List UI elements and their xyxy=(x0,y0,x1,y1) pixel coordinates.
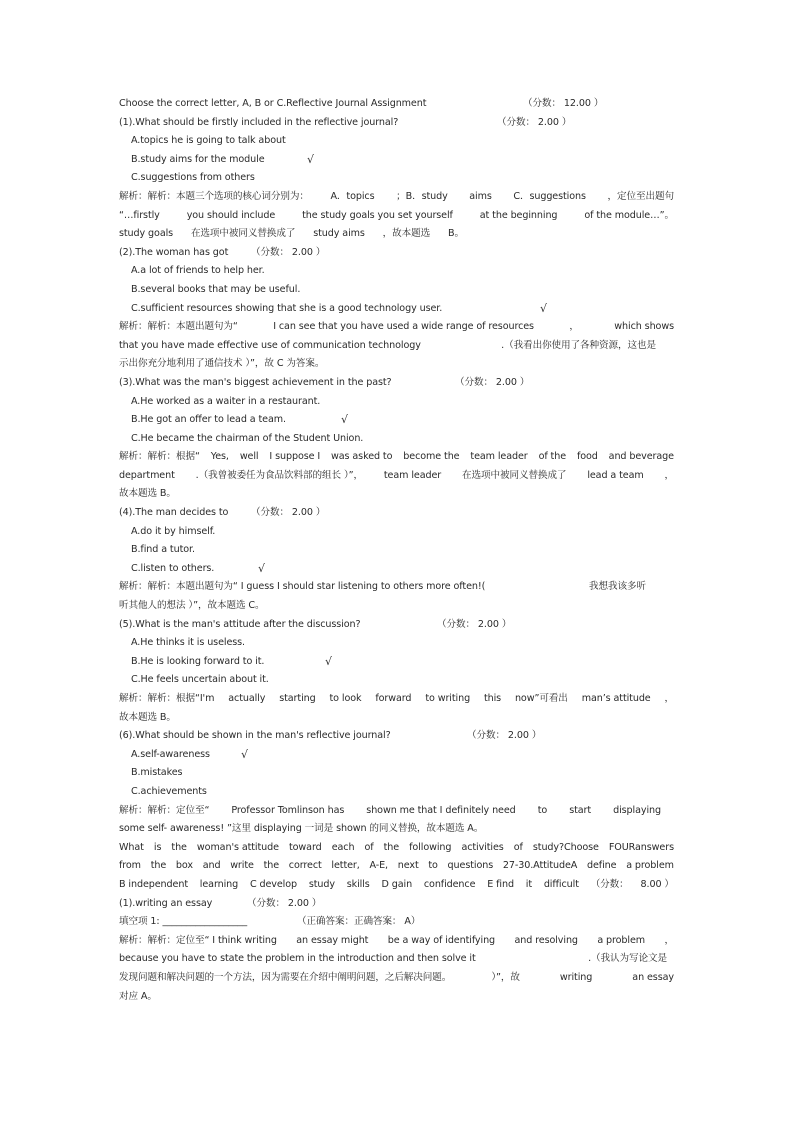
analysis-line: 故本题选 B。 xyxy=(119,711,176,723)
option-b: B.He got an offer to lead a team. √ xyxy=(119,411,674,430)
text-segment: you should include xyxy=(186,209,276,221)
analysis-line: 对应 A。 xyxy=(119,990,157,1002)
analysis-line: some self- awareness! ”这里 displaying 一词是 shown 的同义替换，故本题选 A。 xyxy=(119,823,484,835)
analysis-line xyxy=(119,950,667,969)
text-segment: letter, xyxy=(331,860,360,872)
option-c: C.listen to others. √ xyxy=(119,560,674,579)
text-segment: a problem xyxy=(597,934,646,946)
section-header-text: Choose the correct letter, A, B or C.Reflective Journal Assignment xyxy=(119,98,427,109)
text-segment: the xyxy=(263,860,280,872)
text-segment: now”可看出 xyxy=(514,693,568,704)
option-a: A.He thinks it is useless. xyxy=(131,637,245,649)
text-segment: A．topics xyxy=(330,190,375,202)
section-2-intro-line xyxy=(119,857,674,876)
option-c: C.sufficient resources showing that she is a good technology user. √ xyxy=(119,300,674,319)
text-segment: questions xyxy=(447,860,494,872)
analysis-line: 示出你充分地利用了通信技术 ）”，故 C 为答案。 xyxy=(119,358,325,370)
text-segment: from xyxy=(119,860,141,872)
text-segment: skills xyxy=(346,878,370,890)
analysis-line xyxy=(119,225,464,244)
text-segment: 在选项中被同义替换成了 xyxy=(190,228,296,240)
text-segment: B independent xyxy=(119,878,188,890)
option-b: B.study aims for the module √ xyxy=(119,151,674,170)
option-c: C.suggestions from others xyxy=(131,172,255,184)
analysis-line xyxy=(119,207,674,226)
text-segment: shown me that I definitely need xyxy=(366,804,516,816)
check-icon: √ xyxy=(241,747,248,761)
text-segment: ， xyxy=(664,934,674,946)
text-segment: A-E, xyxy=(369,860,388,872)
text-segment: .（我看出你使用了各种资源，这也是 xyxy=(501,339,656,351)
text-segment: actually xyxy=(228,693,266,704)
text-segment: ， xyxy=(569,321,579,333)
text-segment: I suppose I xyxy=(269,451,321,463)
text-segment: 解析：解析：定位至“ xyxy=(119,804,210,816)
question-6-score: （分数： 2.00 ） xyxy=(467,730,542,742)
option-a: A.topics he is going to talk about xyxy=(131,135,286,147)
question-stem xyxy=(119,374,674,393)
text-segment: is xyxy=(153,841,162,853)
question-stem xyxy=(119,114,674,133)
question-stem xyxy=(119,616,674,635)
text-segment: woman's attitude xyxy=(196,841,279,853)
text-segment: 解析：解析：本题出题句为“ I guess I should star listening to others more often!( xyxy=(119,581,486,593)
fill-in-row xyxy=(119,913,674,932)
analysis-line xyxy=(119,690,674,709)
check-icon: √ xyxy=(341,413,348,427)
text-segment: write xyxy=(230,860,254,872)
text-segment: 我想我该多听 xyxy=(589,581,646,593)
analysis-line xyxy=(119,802,661,821)
text-segment: ， xyxy=(664,469,674,481)
question-4-score: （分数： 2.00 ） xyxy=(251,507,326,519)
text-segment: the xyxy=(383,841,400,853)
text-segment: 发现问题和解决问题的一个方法，因为需要在介绍中阐明问题，之后解决问题。 xyxy=(119,971,452,983)
check-icon: √ xyxy=(540,301,547,315)
option-a: A.He worked as a waiter in a restaurant. xyxy=(131,395,321,407)
text-segment: learning xyxy=(199,878,239,890)
text-segment: an essay might xyxy=(296,934,369,946)
text-segment: at the beginning xyxy=(479,209,558,221)
correct-answer: （正确答案：正确答案： A） xyxy=(297,916,421,928)
option-a: A.do it by himself. xyxy=(131,525,216,537)
check-icon: √ xyxy=(258,561,265,575)
text-segment: department xyxy=(119,469,175,481)
text-segment: was asked to xyxy=(331,451,393,463)
option-b: B.several books that may be useful. xyxy=(131,283,301,295)
question-3-score: （分数： 2.00 ） xyxy=(455,376,530,388)
text-segment: activities xyxy=(461,841,504,853)
question-4-stem: (4).The man decides to xyxy=(119,507,229,519)
text-segment: forward xyxy=(375,693,412,704)
analysis-line xyxy=(119,448,674,467)
option-c: C.achievements xyxy=(131,785,207,797)
analysis-line xyxy=(119,578,646,597)
answer-blank[interactable]: __________________ xyxy=(162,916,248,928)
text-segment: What xyxy=(119,841,144,853)
text-segment: study xyxy=(308,878,335,890)
text-segment: 解析：解析：根据“I'm xyxy=(119,693,215,704)
check-icon: √ xyxy=(307,152,314,166)
text-segment: of the module…”。 xyxy=(584,209,674,221)
text-segment: lead a team xyxy=(587,469,644,481)
section-2-intro-line xyxy=(119,876,674,895)
text-segment: to xyxy=(428,860,438,872)
text-segment: 27-30.AttitudeA xyxy=(502,860,578,872)
option-c: C.He became the chairman of the Student Union. xyxy=(131,432,364,444)
text-segment: C develop xyxy=(249,878,297,890)
text-segment: .（我曾被委任为食品饮料部的组长 ）”， xyxy=(195,469,364,481)
question-stem xyxy=(119,244,674,263)
text-segment: ）”，故 xyxy=(491,971,520,983)
text-segment: to xyxy=(537,804,548,816)
text-segment: aims xyxy=(469,190,492,202)
analysis-line xyxy=(119,318,674,337)
option-a: A.self-awareness √ xyxy=(119,746,674,765)
text-segment: 在选项中被同义替换成了 xyxy=(462,469,567,481)
question-content xyxy=(119,95,674,1006)
text-segment: start xyxy=(569,804,592,816)
text-segment: food xyxy=(576,451,598,463)
analysis-line xyxy=(119,932,674,951)
analysis-line xyxy=(119,467,674,486)
question-2-score: （分数： 2.00 ） xyxy=(251,246,326,258)
text-segment: each xyxy=(331,841,355,853)
text-segment: define xyxy=(587,860,617,872)
option-a: A.a lot of friends to help her. xyxy=(131,265,265,277)
question-5-stem: (5).What is the man's attitude after the discussion? xyxy=(119,618,361,630)
text-segment: it xyxy=(525,878,532,890)
text-segment: 解析：解析：本题三个选项的核心词分别为： xyxy=(119,190,309,202)
text-segment: .（我认为写论文是 xyxy=(588,953,667,965)
text-segment: difficult xyxy=(543,878,579,890)
text-segment: be a way of identifying xyxy=(387,934,496,946)
text-segment: ，故本题选 xyxy=(382,228,431,240)
question-5-score: （分数： 2.00 ） xyxy=(437,618,512,630)
text-segment: well xyxy=(239,451,259,463)
text-segment: （分数： xyxy=(590,878,629,890)
text-segment: to look xyxy=(329,693,362,704)
question-stem xyxy=(119,504,674,523)
text-segment: FOURanswers xyxy=(608,841,674,853)
question-1-stem: (1).What should be firstly included in the reflective journal? xyxy=(119,116,399,128)
text-segment: team leader xyxy=(470,451,528,463)
text-segment: “…firstly xyxy=(119,209,160,221)
text-segment: toward xyxy=(289,841,322,853)
text-segment: become the xyxy=(403,451,460,463)
text-segment: of the xyxy=(538,451,567,463)
text-segment: man’s attitude xyxy=(581,693,651,704)
text-segment: team leader xyxy=(383,469,442,481)
text-segment: D gain xyxy=(381,878,413,890)
option-c: C.He feels uncertain about it. xyxy=(131,674,269,686)
text-segment: a problem xyxy=(626,860,674,872)
text-segment: which shows xyxy=(614,321,674,333)
analysis-line: 听其他人的想法 ）”，故本题选 C。 xyxy=(119,600,265,612)
text-segment: C．suggestions xyxy=(513,190,586,202)
question-1-score: （分数： 2.00 ） xyxy=(497,116,572,128)
text-segment: the xyxy=(171,841,187,853)
fill-question-1-score: （分数： 2.00 ） xyxy=(247,897,322,909)
analysis-line xyxy=(119,188,674,207)
text-segment: ，定位至出题句 xyxy=(607,190,674,202)
section-2-intro-line xyxy=(119,839,674,858)
text-segment: ， xyxy=(664,693,674,704)
analysis-line xyxy=(119,337,656,356)
question-3-stem: (3).What was the man's biggest achievement in the past? xyxy=(119,376,392,388)
text-segment: study goals xyxy=(119,228,174,240)
text-segment: Yes, xyxy=(210,451,229,463)
option-b: B.He is looking forward to it. √ xyxy=(119,653,674,672)
text-segment: to writing xyxy=(425,693,471,704)
question-stem xyxy=(119,895,674,914)
question-6-stem: (6).What should be shown in the man's reflective journal? xyxy=(119,730,391,742)
text-segment: E find xyxy=(487,878,514,890)
text-segment: of xyxy=(364,841,374,853)
text-segment: following xyxy=(409,841,452,853)
text-segment: starting xyxy=(279,693,316,704)
text-segment: and beverage xyxy=(608,451,674,463)
text-segment: writing xyxy=(559,971,593,983)
text-segment: and xyxy=(202,860,221,872)
text-segment: B。 xyxy=(448,228,464,240)
fill-question-1-stem: (1).writing an essay xyxy=(119,897,213,909)
section-score: （分数： 12.00 ） xyxy=(523,98,604,109)
text-segment: 解析：解析：本题出题句为“ xyxy=(119,321,238,333)
question-2-stem: (2).The woman has got xyxy=(119,246,229,258)
text-segment: box xyxy=(175,860,193,872)
text-segment: 解析：解析：定位至“ I think writing xyxy=(119,934,277,946)
analysis-line: 故本题选 B。 xyxy=(119,488,176,500)
text-segment: I can see that you have used a wide range of resources xyxy=(273,321,534,333)
fill-label: 填空项 1: xyxy=(119,916,160,928)
text-segment: correct xyxy=(288,860,322,872)
text-segment: because you have to state the problem in the introduction and then solve it xyxy=(119,953,476,965)
text-segment: the xyxy=(150,860,167,872)
text-segment: that you have made effective use of communication technology xyxy=(119,339,421,351)
text-segment: an essay xyxy=(632,971,674,983)
text-segment: Professor Tomlinson has xyxy=(231,804,345,816)
check-icon: √ xyxy=(325,654,332,668)
text-segment: ；B．study xyxy=(396,190,448,202)
text-segment: this xyxy=(483,693,502,704)
option-b: B.mistakes xyxy=(131,767,183,779)
text-segment: study aims xyxy=(313,228,365,240)
text-segment: next xyxy=(397,860,419,872)
text-segment: confidence xyxy=(423,878,476,890)
text-segment: 8.00 ） xyxy=(640,878,674,890)
option-b: B.find a tutor. xyxy=(131,544,195,556)
text-segment: of xyxy=(513,841,523,853)
text-segment: displaying xyxy=(613,804,661,816)
section-header xyxy=(119,95,674,114)
text-segment: and resolving xyxy=(514,934,578,946)
text-segment: 解析：解析：根据“ xyxy=(119,451,200,463)
text-segment: the study goals you set yourself xyxy=(302,209,453,221)
question-stem xyxy=(119,727,674,746)
analysis-line xyxy=(119,969,674,988)
text-segment: study?Choose xyxy=(532,841,599,853)
